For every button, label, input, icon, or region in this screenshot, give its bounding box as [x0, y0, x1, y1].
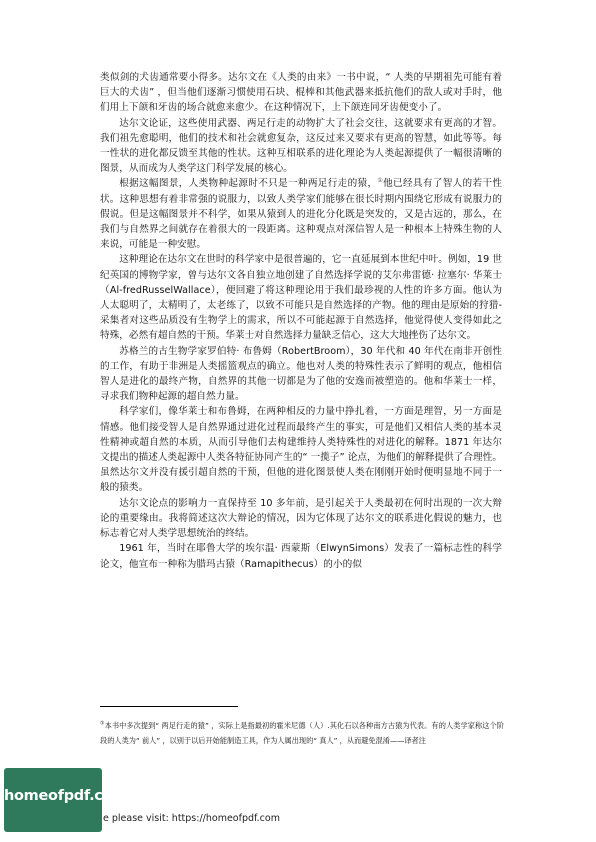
paragraph-3	[100, 176, 502, 252]
footnote-mark: ①	[100, 720, 105, 727]
paragraph-2: 达尔文论证，这些使用武器、两足行走的动物扩大了社会交往，这就要求有更高的才智。我们祖先愈聪明，他们的技术和社会就愈复杂，这反过来又要求有更高的智慧，如此等等。每一性状的进化都反馈至其他的性状。这种互相联系的进化理论为人类起源提供了一幅很清晰的图景，从而成为人类学这门科学发展的核心。	[100, 117, 502, 175]
paragraph-6: 科学家们，像华莱士和布鲁姆，在两种相反的力量中挣扎着，一方面是理智，另一方面是情感。他们接受智人是自然界通过进化过程而最终产生的事实，可是他们又相信人类的基本灵性精神或超自然的本质，从而引导他们去构建维持人类特殊性的对进化的解释。1871 年达尔文提出的描述人类起源中人类各特征协同产生的“ 一揽子” 论点，为他们的解释提供了合理性。虽然达尔文并没有援引超自然的干预，但他的进化图景使人类在刚刚开始时便明显地不同于一般的猿类。	[100, 406, 502, 494]
paragraph-1: 类似剑的犬齿通常要小得多。达尔文在《人类的由来》一书中说，“ 人类的早期祖先可能有着巨大的犬齿” ，但当他们逐渐习惯使用石块、棍棒和其他武器来抵抗他们的敌人或对手时，他们用上下颌和牙齿的场合就愈来愈少。在这种情况下，上下颌连同牙齿便变小了。	[100, 72, 502, 114]
paragraph-5: 苏格兰的古生物学家罗伯特· 布鲁姆（RobertBroom），30 年代和 40 年代在南非开创性的工作，有助于非洲是人类摇篮观点的确立。他也对人类的特殊性表示了鲜明的观点，他相信智人是进化的最终产物，自然界的其他一切都是为了他的安逸而被塑造的。他和华莱士一样，寻求我们物种起源的超自然力量。	[100, 345, 502, 403]
paragraph-3-rest: 他已经具有了智人的若干性状。这种思想有着非常强的说服力，以致人类学家们能够在很长时期内围绕它形成有说服力的假说。但是这幅图景并不科学，如果从猿到人的进化分化既是突发的，又是古远的，那么，在我们与自然界之间就存在着很大的一段距离。这种观点对深信智人是一种根本上特殊生物的人来说，可能是一种安慰。	[100, 178, 502, 251]
site-logo[interactable]	[4, 768, 128, 832]
footnote-text: 本书中多次提到“ 两足行走的猿” ，实际上是指最初的霍米尼德（人）.其化石以各种南方古猿为代表。有的人类学家称这个阶段的人类为“ 前人” ，以别于以后开始能制造工具，作为人属出现的“ 真人” ，从而避免混淆——译者注	[100, 721, 504, 745]
paragraph-7: 达尔文论点的影响力一直保持至 10 多年前，是引起关于人类最初在何时出现的一次大辩论的重要缘由。我将简述这次大辩论的情况，因为它体现了达尔文的联系进化假说的魅力，也标志着它对人类学思想统治的终结。	[100, 497, 502, 540]
paragraph-8: 1961 年，当时在耶鲁大学的埃尔温· 西蒙斯（ElwynSimons）发表了一篇标志性的科学论文，他宣布一种称为腊玛古猿（Ramapithecus）的小的似	[100, 543, 502, 570]
footnote	[100, 718, 504, 748]
main-text	[100, 70, 502, 572]
footnote-divider	[100, 706, 238, 707]
paragraph-4: 这种理论在达尔文在世时的科学家中是很普遍的，它一直延展到本世纪中叶。例如，19 世纪英国的博物学家，曾与达尔文各自独立地创建了自然选择学说的艾尔弗雷德· 拉塞尔· 华莱士（Al-fredRusselWallace），便回避了将这种理论用于我们最珍视的人性的许多方面。他认为人太聪明了，太精明了，太老练了，以致不可能只是自然选择的产物。他的理由是原始的狩猎-采集者对这些品质没有生物学上的需求，所以不可能起源于自然选择，他觉得使人变得如此之特殊，必然有超自然的干预。华莱士对自然选择力量缺乏信心，这大大地挫伤了达尔文。	[100, 254, 502, 342]
paragraph-3-lead: 根据这幅图景，人类物种起源时不只是一种两足行走的猿，	[119, 178, 378, 190]
watermark-link[interactable]: e please visit: https://homeofpdf.com	[103, 813, 280, 824]
footnote-reference[interactable]: ①	[377, 177, 384, 185]
site-logo-text: homeofpdf.com	[4, 788, 128, 804]
